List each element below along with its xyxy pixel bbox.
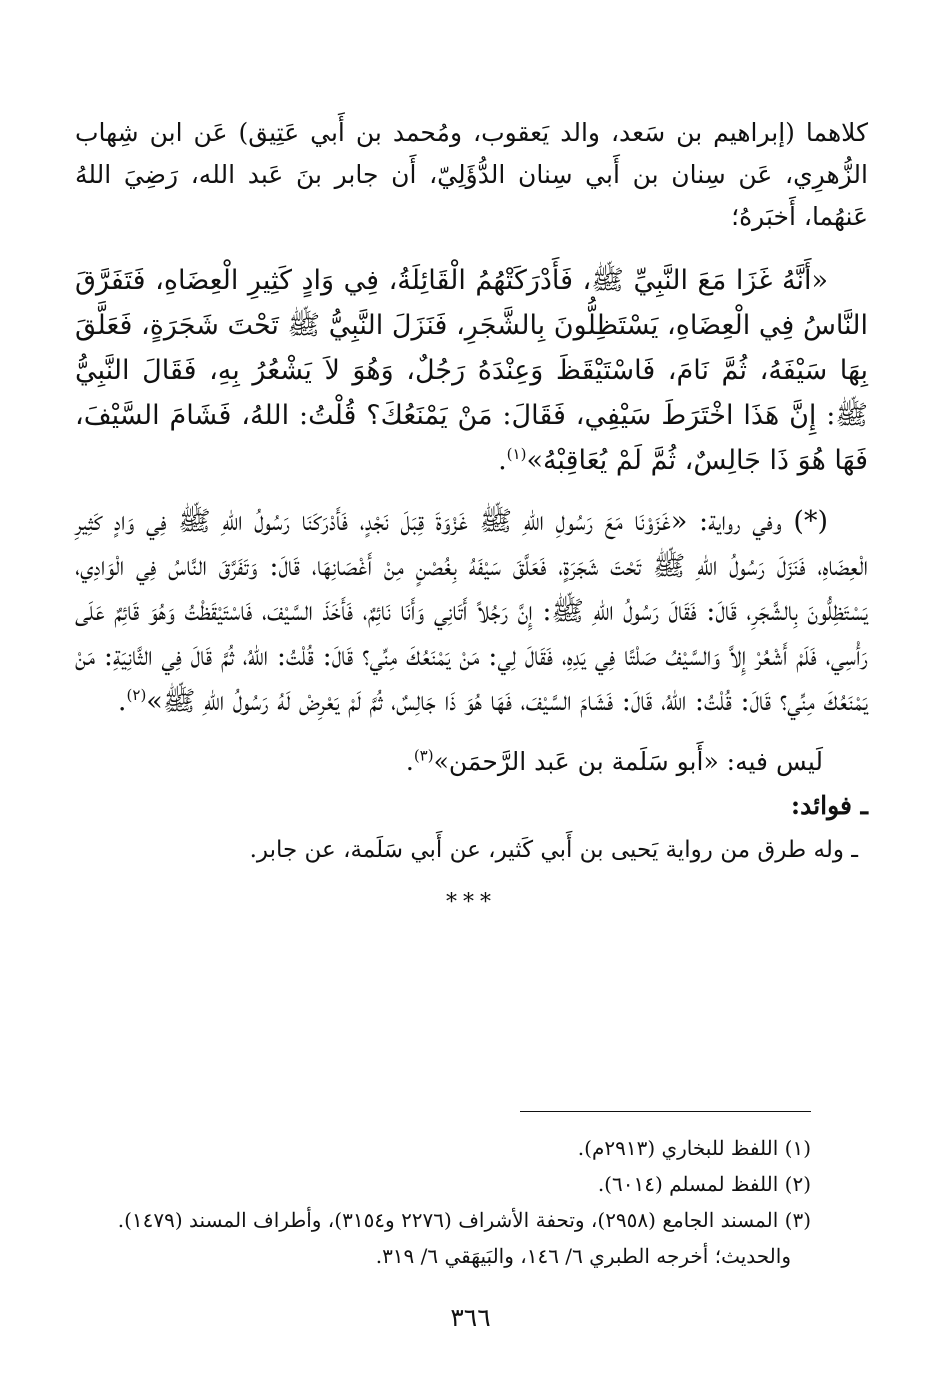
isnad-intro: كلاهما (إبراهيم بن سَعد، والد يَعقوب، ومُحمد بن أَبي عَتِيق) عَن ابن شِهاب الزُّهرِي، عَن سِنان بن أَبي سِنان الدُّؤَلِيّ، أَن جابر بنَ عَبد الله، رَضِيَ اللهُ عَنهُما، أَخبَرهُ؛	[75, 118, 868, 231]
page-number: ٣٦٦	[450, 1303, 491, 1332]
footnote-3-continuation: والحديث؛ أخرجه الطبري ٦/ ١٤٦، والبَيهَقي ٦/ ٣١٩.	[375, 1244, 791, 1268]
fawaid-item: ـ وله طرق من رواية يَحيى بن أَبي كَثير، عن أَبي سَلَمة، عن جابر.	[249, 837, 858, 863]
footnote-2: (٢) اللفظ لمسلم (٦٠١٤).	[597, 1172, 811, 1196]
footnote-divider	[520, 1111, 811, 1112]
footnotes	[75, 1130, 811, 1274]
footnote-ref-3: (٣)	[413, 746, 434, 765]
footnote-3: (٣) المسند الجامع (٢٩٥٨)، وتحفة الأشراف (٢٢٧٦ و٣١٥٤)، وأطراف المسند (١٤٧٩).	[117, 1208, 811, 1232]
page-body	[75, 112, 868, 915]
fawaid-heading: ـ فوائد:	[790, 791, 868, 820]
hadith-text-variant: (*) وفي رواية: «غَزَوْنَا مَعَ رَسُولِ اللهِ ﷺ غَزْوَةَ قِبَلَ نَجْدٍ، فَأَدْرَكَنَا رَسُولُ اللهِ ﷺ فِي وَادٍ كَثِيرِ الْعِضَاهِ، فَنَزَلَ رَسُولُ اللهِ ﷺ تَحْتَ شَجَرَةٍ، فَعَلَّقَ سَيْفَهُ بِغُصْنٍ مِنْ أَغْصَانِهَا، قَالَ: وَتَفَرَّقَ النَّاسُ فِي الْوَادِي، يَسْتَظِلُّونَ بِالشَّجَرِ، قَالَ: فَقَالَ رَسُولُ اللهِ ﷺ: إِنَّ رَجُلاً أَتَانِي وَأَنَا نَائِمٌ، فَأَخَذَ السَّيْفَ، فَاسْتَيْقَظْتُ وَهُوَ قَائِمٌ عَلَى رَأْسِي، فَلَمْ أَشْعُرْ إِلاَّ وَالسَّيْفُ صَلْتًا فِي يَدِهِ، فَقَالَ لِي: مَنْ يَمْنَعُكَ مِنِّي؟ قَالَ: قُلْتُ: اللهُ، ثُمَّ قَالَ فِي الثَّانِيَةِ: مَنْ يَمْنَعُكَ مِنِّي؟ قَالَ: قُلْتُ: اللهُ، قَالَ: فَشَامَ السَّيْفَ، فَهَا هُوَ ذَا جَالِسٌ، ثُمَّ لَمْ يَعْرِضْ لَهُ رَسُولُ اللهِ ﷺ»$^{(٢)}$.	[75, 506, 868, 717]
hadith-text-main: «أَنَّهُ غَزَا مَعَ النَّبِيِّ ﷺ، فَأَدْرَكَتْهُمُ الْقَائِلَةُ، فِي وَادٍ كَثِيرِ الْعِضَاهِ، فَتَفَرَّقَ النَّاسُ فِي الْعِضَاهِ، يَسْتَظِلُّونَ بِالشَّجَرِ، فَنَزَلَ النَّبِيُّ ﷺ تَحْتَ شَجَرَةٍ، فَعَلَّقَ بِهَا سَيْفَهُ، ثُمَّ نَامَ، فَاسْتَيْقَظَ وَعِنْدَهُ رَجُلٌ، وَهُوَ لاَ يَشْعُرُ بِهِ، فَقَالَ النَّبِيُّ ﷺ: إِنَّ هَذَا اخْتَرَطَ سَيْفِي، فَقَالَ: مَنْ يَمْنَعُكَ؟ قُلْتُ: اللهُ، فَشَامَ السَّيْفَ، فَهَا هُوَ ذَا جَالِسٌ، ثُمَّ لَمْ يُعَاقِبْهُ»$^{(١)}$.	[75, 265, 868, 476]
hadith-main-body: «أَنَّهُ غَزَا مَعَ النَّبِيِّ ﷺ، فَأَدْرَكَتْهُمُ الْقَائِلَةُ، فِي وَادٍ كَثِيرِ الْعِضَاهِ، فَتَفَرَّقَ النَّاسُ فِي الْعِضَاهِ، يَسْتَظِلُّونَ بِالشَّجَرِ، فَنَزَلَ النَّبِيُّ ﷺ تَحْتَ شَجَرَةٍ، فَعَلَّقَ بِهَا سَيْفَهُ، ثُمَّ نَامَ، فَاسْتَيْقَظَ وَعِنْدَهُ رَجُلٌ، وَهُوَ لاَ يَشْعُرُ بِهِ، فَقَالَ النَّبِيُّ ﷺ: إِنَّ هَذَا اخْتَرَطَ سَيْفِي، فَقَالَ: مَنْ يَمْنَعُكَ؟ قُلْتُ: اللهُ، فَشَامَ السَّيْفَ، فَهَا هُوَ ذَا جَالِسٌ، ثُمَّ لَمْ يُعَاقِبْهُ»	[75, 265, 868, 476]
footnote-1: (١) اللفظ للبخاري (٢٩١٣م).	[577, 1136, 811, 1160]
not-included-text: لَيس فيه: «أَبو سَلَمة بن عَبد الرَّحمَن»	[433, 747, 823, 776]
section-separator: ***	[446, 890, 497, 915]
not-included-note: لَيس فيه: «أَبو سَلَمة بن عَبد الرَّحمَن»$^{(٣)}$.	[405, 746, 823, 776]
footnote-ref-1: (١)	[506, 445, 527, 463]
footnote-ref-2: (٢)	[126, 686, 147, 704]
hadith-variant-body: (*) وفي رواية: «غَزَوْنَا مَعَ رَسُولِ اللهِ ﷺ غَزْوَةَ قِبَلَ نَجْدٍ، فَأَدْرَكَنَا رَسُولُ اللهِ ﷺ فِي وَادٍ كَثِيرِ الْعِضَاهِ، فَنَزَلَ رَسُولُ اللهِ ﷺ تَحْتَ شَجَرَةٍ، فَعَلَّقَ سَيْفَهُ بِغُصْنٍ مِنْ أَغْصَانِهَا، قَالَ: وَتَفَرَّقَ النَّاسُ فِي الْوَادِي، يَسْتَظِلُّونَ بِالشَّجَرِ، قَالَ: فَقَالَ رَسُولُ اللهِ ﷺ: إِنَّ رَجُلاً أَتَانِي وَأَنَا نَائِمٌ، فَأَخَذَ السَّيْفَ، فَاسْتَيْقَظْتُ وَهُوَ قَائِمٌ عَلَى رَأْسِي، فَلَمْ أَشْعُرْ إِلاَّ وَالسَّيْفُ صَلْتًا فِي يَدِهِ، فَقَالَ لِي: مَنْ يَمْنَعُكَ مِنِّي؟ قَالَ: قُلْتُ: اللهُ، ثُمَّ قَالَ فِي الثَّانِيَةِ: مَنْ يَمْنَعُكَ مِنِّي؟ قَالَ: قُلْتُ: اللهُ، قَالَ: فَشَامَ السَّيْفَ، فَهَا هُوَ ذَا جَالِسٌ، ثُمَّ لَمْ يَعْرِضْ لَهُ رَسُولُ اللهِ ﷺ»	[75, 506, 868, 717]
